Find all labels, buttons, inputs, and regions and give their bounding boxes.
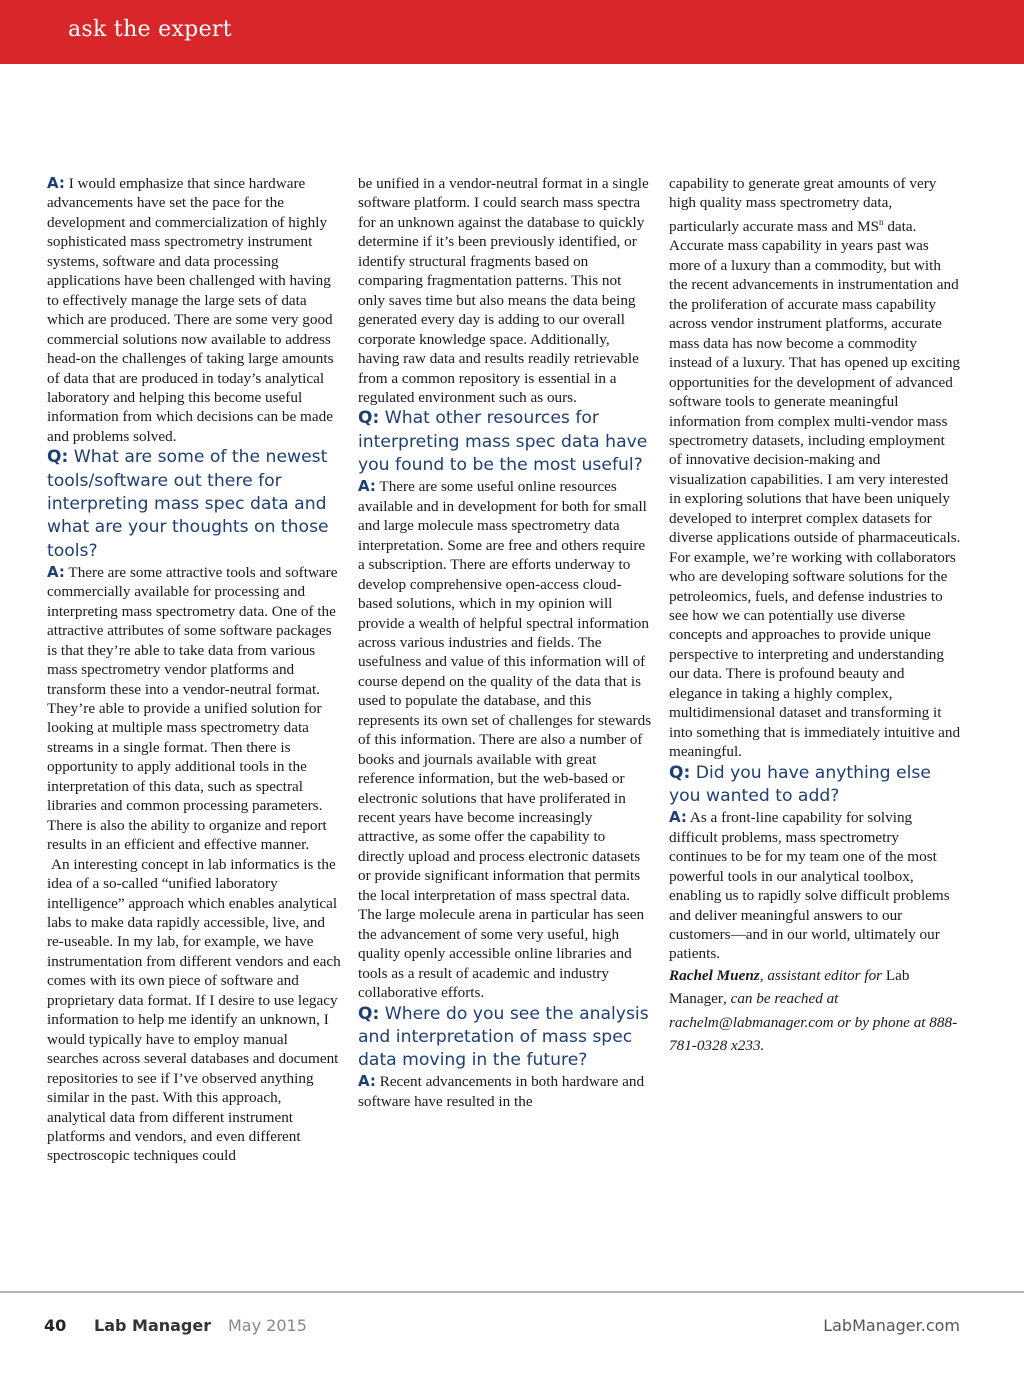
answer-4-continued-text-2: data. Accurate mass capability in years past was more of a luxury than a commodity, but with the recent advancements in instrumentation and the proliferation of accurate mass capability across vendor instrument platforms, accurate mass data has now become a commodity instead of a luxury. That has opened up exciting opportunities for the development of advanced software tools to generate meaningful information from complex multi-vendor mass spectrometry datasets, including employment of innovative decision-making and visualization capabilities. I am very interested in exploring solutions that have been uniquely developed to interpret complex datasets for diverse applications outside of pharmaceuticals. For example, we’re working with collaborators who are developing software solutions for the petroleomics, fuels, and defense industries to see how we can potentially use diverse concepts and approaches to provide unique perspective to interpreting and understanding our data. There is profound beauty and elegance in taking a highly complex, multidimensional dataset and transforming it into something that is immediately intuitive and meaningful. (669, 217, 961, 761)
answer-label: A: (358, 1072, 376, 1091)
answer-label: A: (669, 808, 687, 827)
magazine-name: Lab Manager (94, 1316, 212, 1335)
article-column-2 (358, 174, 652, 1111)
author-contact: rachelm@labmanager.com or by phone at 888-781-0328 x233. (669, 1013, 958, 1055)
question-3 (358, 407, 652, 477)
answer-4-start-text: Recent advancements in both hardware and software have resulted in the (358, 1073, 645, 1110)
article-column-1 (47, 174, 341, 1166)
answer-label: A: (47, 562, 65, 581)
footer-divider (0, 1291, 1024, 1293)
question-label: Q: (358, 1003, 380, 1024)
answer-1-text: I would emphasize that since hardware advancements have set the pace for the development and commercialization of highly sophisticated mass spectrometry instrument systems, software and data processing applications have been challenged with having to effectively manage the large sets of data which are produced. There are some very good commercial solutions now available to address head-on the challenges of taking large amounts of data that are produced in today’s analytical laboratory and helping this become useful information from which decisions can be made and problems solved. (47, 175, 334, 445)
question-5 (669, 762, 961, 809)
answer-5 (669, 808, 961, 964)
author-name: Rachel Muenz (669, 966, 760, 984)
answer-2-paragraph-1-text: There are some attractive tools and software commercially available for processing and interpreting mass spectrometry data. One of the attractive attributes of some software packages is that they’re able to take data from various mass spectrometry vendor platforms and transform these into a vendor-neutral format. They’re able to provide a unified solution for looking at multiple mass spectrometry data streams in a single format. Then there is opportunity to apply additional tools in the interpretation of this data, such as spectral libraries and common processing parameters. There is also the ability to organize and report results in an efficient and effective manner. (47, 563, 338, 854)
question-4-text: Where do you see the analysis and interpretation of mass spec data moving in the future? (358, 1003, 649, 1071)
question-2 (47, 446, 341, 562)
section-title: ask the expert (68, 17, 232, 42)
answer-2-paragraph-1 (47, 563, 341, 855)
answer-4-continued (669, 174, 961, 762)
answer-label: A: (47, 174, 65, 192)
publication-name: Lab Manager (669, 966, 910, 1008)
answer-3-text: There are some useful online resources available and in development for both for small and large molecule mass spectrometry data interpretation. Some are free and others require a subscription. There are efforts underway to develop comprehensive open-access cloud-based solutions, which in my opinion will provide a wealth of helpful spectral information across various industries and fields. The usefulness and value of this information will of course depend on the quality of the data that is used to populate the database, and this represents its own set of challenges for stewards of this information. There are also a number of books and journals available with great reference information, but the web-based or electronic solutions that have proliferated in recent years have become increasingly attractive, as some offer the capability to directly upload and process electronic datasets or provide significant information that permits the local interpretation of mass spectral data. The large molecule arena in particular has seen the advancement of some very useful, high quality openly accessible online libraries and tools as a result of academic and industry collaborative efforts. (358, 478, 652, 1002)
answer-3 (358, 477, 652, 1002)
question-4 (358, 1003, 652, 1073)
answer-5-text: As a front-line capability for solving difficult problems, mass spectrometry continues to be for my team one of the most powerful tools in our analytical toolbox, enabling us to rapidly solve difficult problems and deliver meaningful answers to our customers—and in our world, ultimately our patients. (669, 809, 950, 963)
answer-2-paragraph-2: An interesting concept in lab informatics is the idea of a so-called “unified laboratory intelligence” approach which enables analytical labs to make data rapidly accessible, live, and re-useable. In my lab, for example, we have instrumentation from different vendors and each comes with its own piece of software and proprietary data format. If I desire to use legacy information to help me identify an unknown, I would typically have to employ manual searches across several databases and document repositories to see if I’ve observed anything similar in the past. With this approach, analytical data from different instrument platforms and vendors, and even different spectroscopic techniques could (47, 855, 341, 1165)
question-label: Q: (47, 447, 69, 468)
page-number: 40 (44, 1316, 67, 1335)
question-3-text: What other resources for interpreting mass spec data have you found to be the most useful? (358, 408, 648, 476)
website-url: LabManager.com (823, 1316, 960, 1335)
question-5-text: Did you have anything else you wanted to add? (669, 762, 931, 806)
question-label: Q: (669, 762, 691, 783)
issue-date: May 2015 (228, 1316, 307, 1335)
ms-superscript: n (879, 216, 884, 227)
question-2-text: What are some of the newest tools/software out there for interpreting mass spec data and what are your thoughts on those tools? (47, 447, 329, 561)
author-credit (669, 964, 961, 1058)
answer-2-continued: be unified in a vendor-neutral format in a single software platform. I could search mass spectra for an unknown against the database to quickly determine if it’s been previously identified, or identify structural fragments based on comparing fragmentation patterns. This not only saves time but also means the data being generated every day is adding to our overall corporate knowledge space. Additionally, having raw data and results readily retrievable from a common repository is essential in a regulated environment such as ours. (358, 175, 649, 406)
answer-4-continued-text-1: capability to generate great amounts of very high quality mass spectrometry data, particularly accurate mass and MS (669, 175, 937, 235)
question-label: Q: (358, 408, 380, 429)
author-role: , assistant editor for (759, 966, 883, 984)
answer-4-start (358, 1072, 652, 1111)
article-column-3 (669, 174, 961, 1058)
header-banner (0, 0, 1024, 64)
answer-1 (47, 174, 341, 446)
author-reach: , can be reached at (722, 990, 839, 1008)
answer-label: A: (358, 477, 376, 496)
